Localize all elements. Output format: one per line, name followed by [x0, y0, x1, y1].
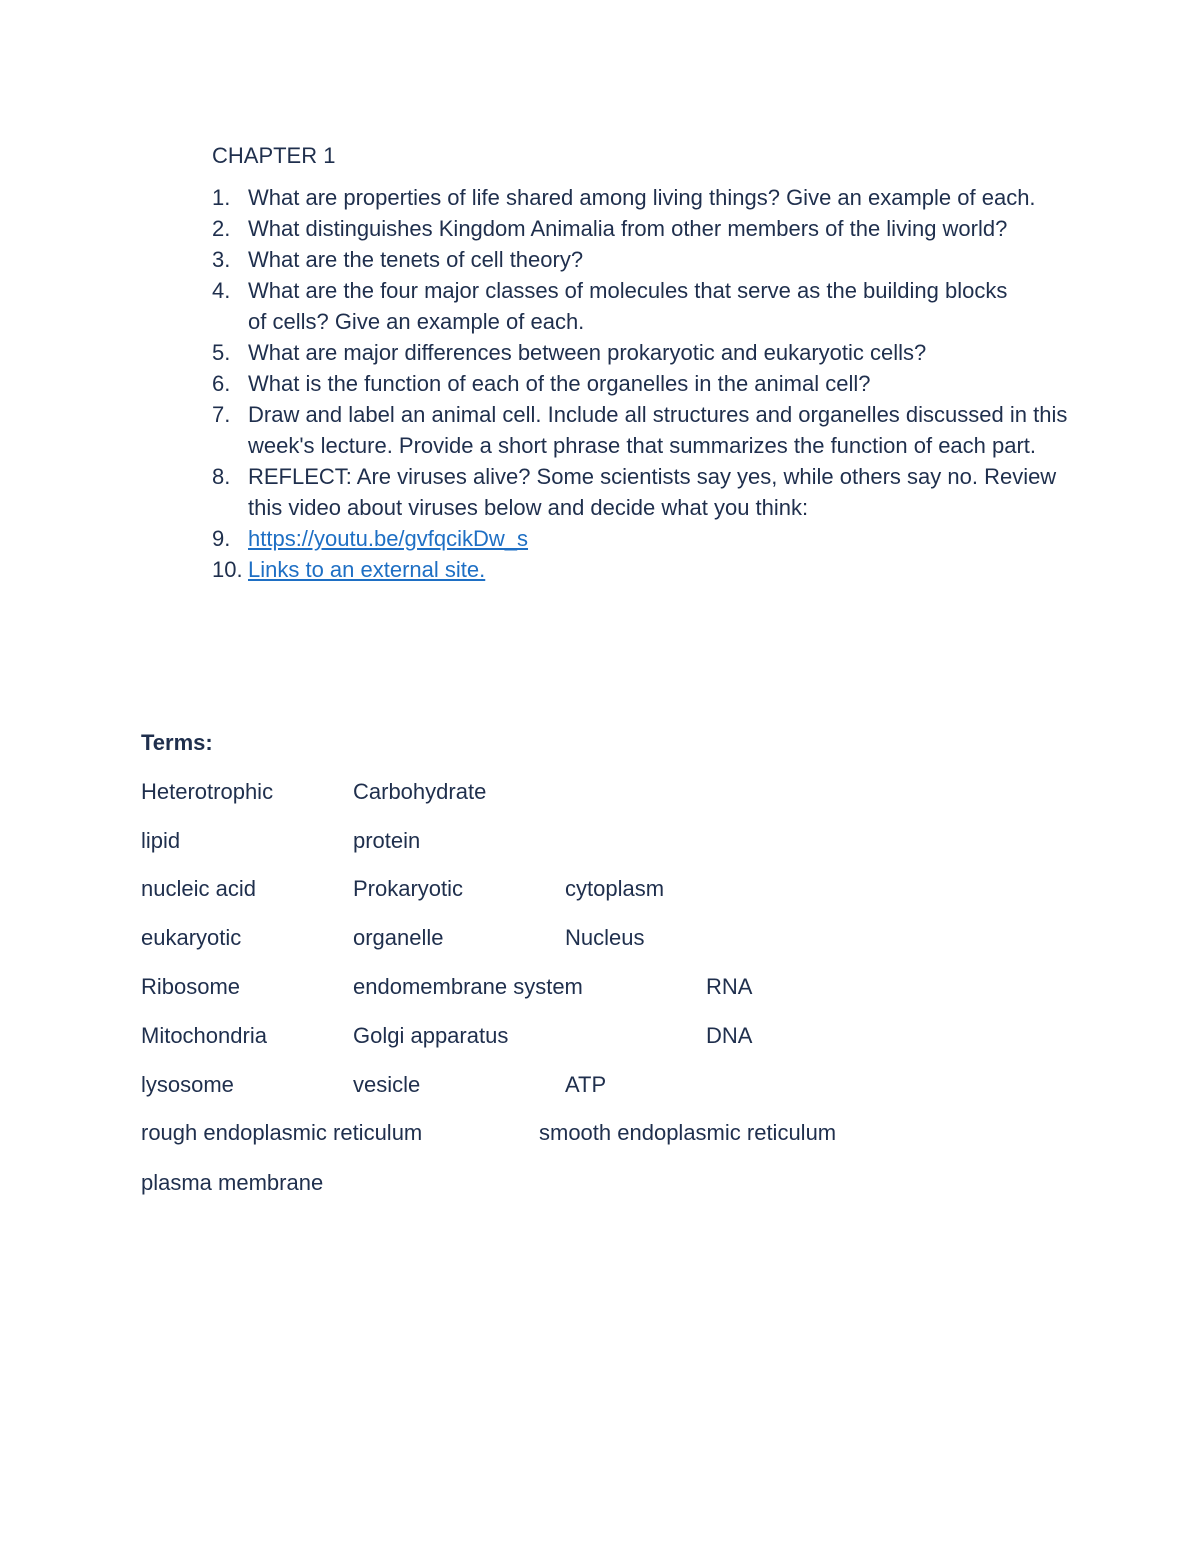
question-number: 4.: [212, 278, 231, 303]
external-site-link[interactable]: Links to an external site.: [248, 557, 486, 582]
question-list: [212, 182, 1072, 585]
term-heterotrophic: Heterotrophic: [141, 779, 274, 804]
question-number: 7.: [212, 402, 231, 427]
question-text: What are the tenets of cell theory?: [248, 247, 584, 272]
term-dna: DNA: [706, 1023, 753, 1048]
question-text: REFLECT: Are viruses alive? Some scientists say yes, while others say no. Review this video about viruses below and decide what you think:: [248, 464, 1057, 520]
term-cytoplasm: cytoplasm: [565, 876, 665, 901]
question-number: 5.: [212, 340, 231, 365]
question-number: 9.: [212, 526, 231, 551]
question-item: [212, 554, 1072, 585]
terms-heading: Terms:: [141, 730, 213, 755]
question-item: [212, 337, 1072, 368]
question-item: [212, 275, 1072, 337]
term-mitochondria: Mitochondria: [141, 1023, 267, 1048]
term-organelle: organelle: [353, 925, 444, 950]
question-text: What are major differences between prokaryotic and eukaryotic cells?: [248, 340, 927, 365]
question-number: 3.: [212, 247, 231, 272]
question-item: [212, 368, 1072, 399]
question-number: 10.: [212, 557, 243, 582]
question-text-line-1: What are the four major classes of molecules that serve as the building blocks: [248, 278, 1008, 303]
question-text: What are properties of life shared among living things? Give an example of each.: [248, 185, 1036, 210]
term-endomembrane-system: endomembrane system: [353, 974, 583, 999]
term-smooth-er: smooth endoplasmic reticulum: [539, 1120, 837, 1145]
term-eukaryotic: eukaryotic: [141, 925, 242, 950]
question-text: Draw and label an animal cell. Include all structures and organelles discussed in this week's lecture. Provide a short phrase that summarizes the function of each part.: [248, 402, 1068, 458]
youtube-video-link[interactable]: https://youtu.be/gvfqcikDw_s: [248, 526, 529, 551]
term-golgi-apparatus: Golgi apparatus: [353, 1023, 509, 1048]
term-nucleic-acid: nucleic acid: [141, 876, 256, 901]
chapter-title: CHAPTER 1: [212, 143, 336, 168]
term-vesicle: vesicle: [353, 1072, 421, 1097]
question-number: 8.: [212, 464, 231, 489]
question-text: What distinguishes Kingdom Animalia from other members of the living world?: [248, 216, 1008, 241]
term-nucleus: Nucleus: [565, 925, 645, 950]
term-atp: ATP: [565, 1072, 607, 1097]
term-carbohydrate: Carbohydrate: [353, 779, 487, 804]
question-number: 1.: [212, 185, 231, 210]
term-rna: RNA: [706, 974, 753, 999]
term-lipid: lipid: [141, 828, 181, 853]
term-lysosome: lysosome: [141, 1072, 234, 1097]
question-item: [212, 244, 1072, 275]
term-rough-er: rough endoplasmic reticulum: [141, 1120, 423, 1145]
question-text: What is the function of each of the organelles in the animal cell?: [248, 371, 871, 396]
question-item: [212, 213, 1072, 244]
question-item: [212, 523, 1072, 554]
term-plasma-membrane: plasma membrane: [141, 1170, 324, 1195]
question-number: 6.: [212, 371, 231, 396]
question-number: 2.: [212, 216, 231, 241]
term-prokaryotic: Prokaryotic: [353, 876, 464, 901]
term-ribosome: Ribosome: [141, 974, 241, 999]
question-item: [212, 182, 1072, 213]
question-item: [212, 461, 1072, 523]
question-text-line-2: of cells? Give an example of each.: [248, 309, 585, 334]
term-protein: protein: [353, 828, 421, 853]
question-item: [212, 399, 1072, 461]
